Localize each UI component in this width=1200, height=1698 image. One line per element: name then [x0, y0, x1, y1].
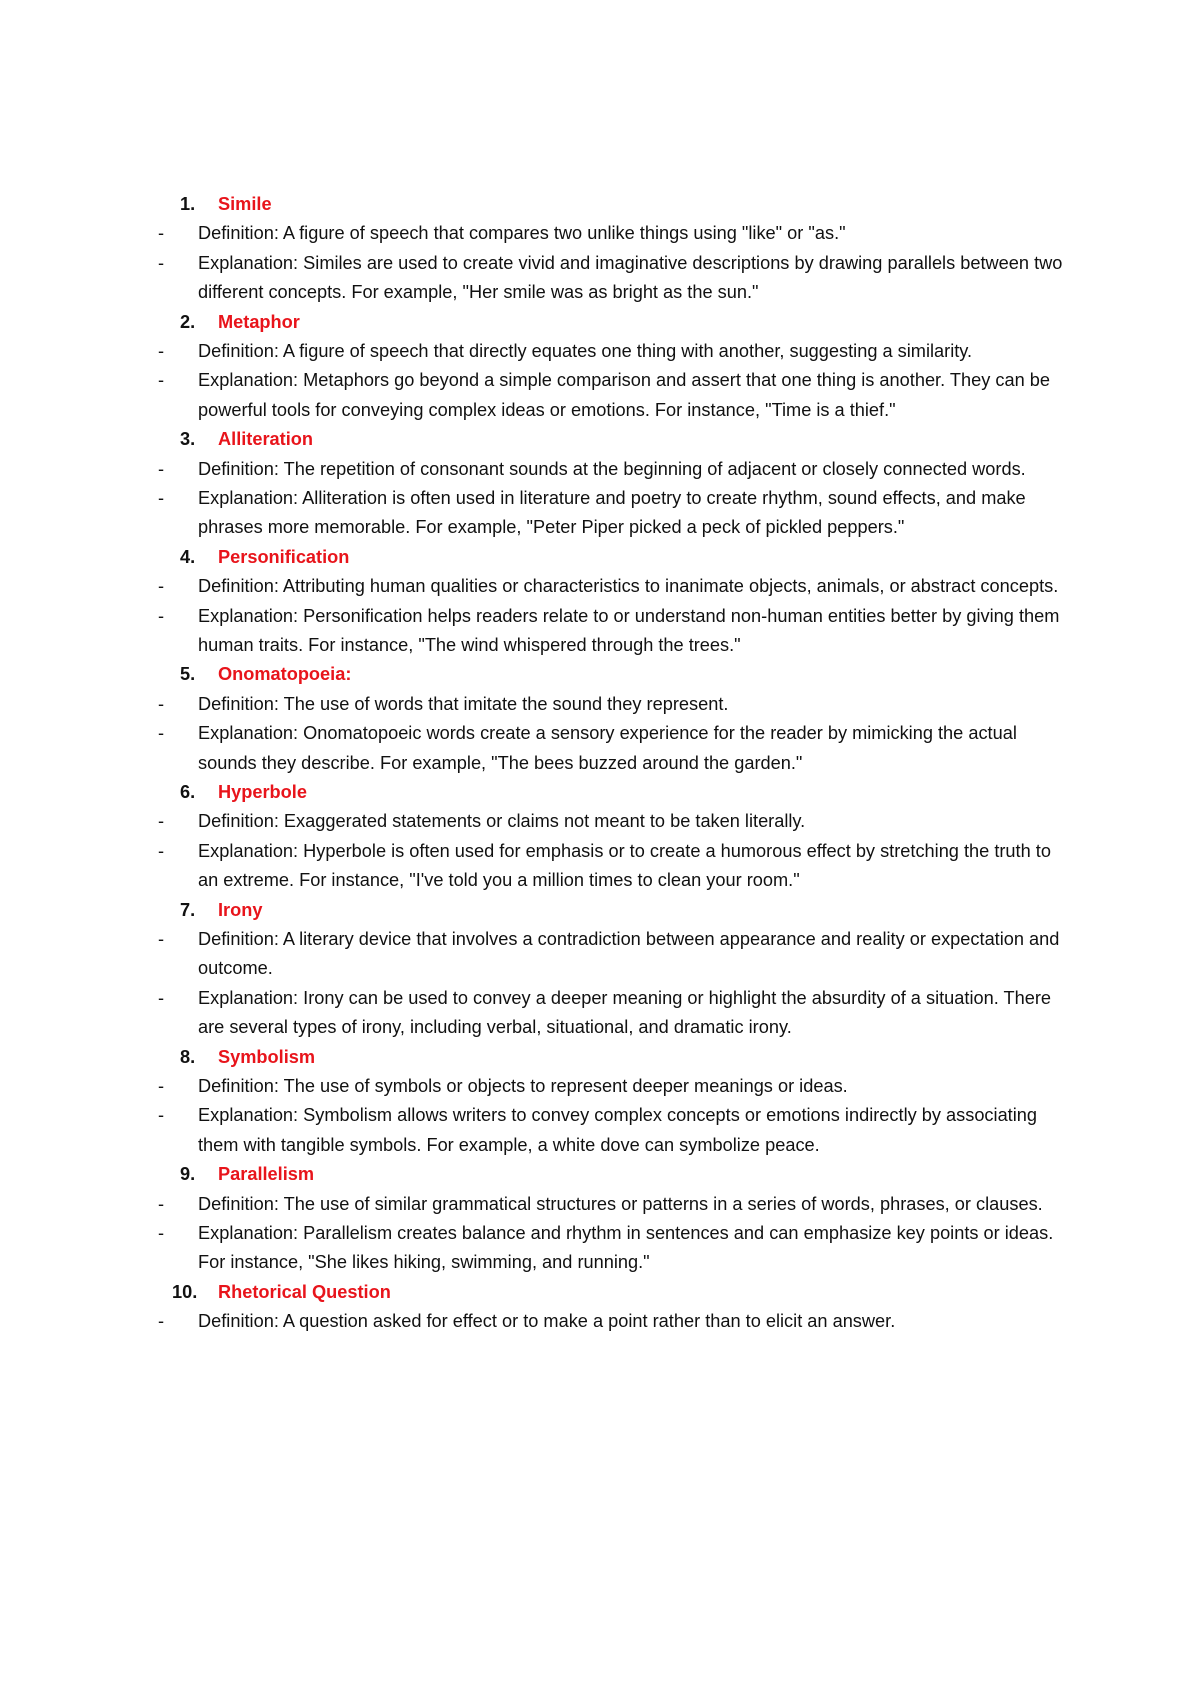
term-title: Irony: [218, 899, 263, 920]
explanation-bullet: [156, 1101, 1066, 1160]
bullet-text: Explanation: Onomatopoeic words create a sensory experience for the reader by mimicking the actual sounds they describe. For example, "The bees buzzed around the garden.": [198, 723, 1017, 773]
dash-marker: -: [158, 811, 165, 832]
term-number: 6.: [180, 782, 196, 803]
term-heading: [156, 778, 1066, 807]
term-title: Alliteration: [218, 429, 313, 450]
explanation-bullet: [156, 719, 1066, 778]
term-title: Simile: [218, 194, 272, 214]
definition-bullet: [156, 1072, 1066, 1101]
bullet-text: Definition: Exaggerated statements or claims not meant to be taken literally.: [198, 811, 806, 832]
term-heading: [156, 660, 1066, 689]
term-title: Parallelism: [218, 1164, 315, 1185]
dash-marker: -: [158, 1223, 165, 1244]
term-number: 10.: [172, 1281, 198, 1302]
bullet-text: Definition: A question asked for effect or to make a point rather than to elicit an answer.: [198, 1311, 896, 1332]
bullet-text: Explanation: Similes are used to create vivid and imaginative descriptions by drawing parallels between two different concepts. For example, "Her smile was as bright as the sun.": [198, 252, 1063, 303]
term-number: 5.: [180, 664, 196, 685]
dash-marker: -: [158, 223, 165, 244]
dash-marker: -: [158, 576, 165, 597]
term-heading: [156, 425, 1066, 454]
bullet-text: Explanation: Personification helps readers relate to or understand non-human entities better by giving them human traits. For instance, "The wind whispered through the trees.": [198, 605, 1060, 656]
bullet-text: Definition: Attributing human qualities or characteristics to inanimate objects, animals, or abstract concepts.: [198, 576, 1059, 597]
bullet-text: Definition: A figure of speech that compares two unlike things using "like" or "as.": [198, 223, 846, 244]
term-heading: [156, 896, 1066, 925]
term-number: 2.: [180, 311, 196, 332]
dash-marker: -: [158, 1105, 165, 1126]
term-heading: [156, 1160, 1066, 1189]
dash-marker: -: [158, 488, 165, 509]
term-number: 8.: [180, 1046, 196, 1067]
bullet-text: Definition: The use of similar grammatical structures or patterns in a series of words, phrases, or clauses.: [198, 1193, 1043, 1214]
bullet-text: Explanation: Alliteration is often used in literature and poetry to create rhythm, sound effects, and make phrases more memorable. For example, "Peter Piper picked a peck of pickled peppers.": [198, 488, 1026, 538]
bullet-text: Definition: A figure of speech that directly equates one thing with another, suggesting a similarity.: [198, 341, 973, 361]
dash-marker: -: [158, 987, 165, 1008]
term-number: 1.: [180, 194, 196, 214]
term-number: 3.: [180, 429, 196, 450]
explanation-bullet: [156, 366, 1066, 425]
dash-marker: -: [158, 1076, 165, 1097]
dash-marker: -: [158, 370, 165, 391]
explanation-bullet: [156, 984, 1066, 1043]
bullet-text: Definition: The use of symbols or objects to represent deeper meanings or ideas.: [198, 1076, 848, 1097]
dash-marker: -: [158, 605, 165, 626]
dash-marker: -: [158, 1311, 165, 1332]
bullet-text: Explanation: Parallelism creates balance and rhythm in sentences and can emphasize key points or ideas. For instance, "She likes hiking, swimming, and running.": [198, 1223, 1054, 1273]
term-number: 4.: [180, 546, 196, 567]
explanation-bullet: [156, 837, 1066, 896]
bullet-text: Explanation: Metaphors go beyond a simple comparison and assert that one thing is another. They can be powerful tools for conveying complex ideas or emotions. For instance, "Time is a thief.": [198, 370, 1050, 420]
bullet-text: Definition: The repetition of consonant sounds at the beginning of adjacent or closely connected words.: [198, 458, 1026, 479]
dash-marker: -: [158, 341, 165, 361]
term-title: Hyperbole: [218, 782, 307, 803]
term-heading: [156, 190, 1066, 219]
term-title: Metaphor: [218, 311, 300, 332]
bullet-text: Explanation: Hyperbole is often used for emphasis or to create a humorous effect by stretching the truth to an extreme. For instance, "I've told you a million times to clean your room.": [198, 840, 1051, 891]
term-number: 7.: [180, 899, 196, 920]
dash-marker: -: [158, 458, 165, 479]
explanation-bullet: [156, 602, 1066, 661]
dash-marker: -: [158, 1193, 165, 1214]
dash-marker: -: [158, 693, 165, 714]
bullet-text: Definition: A literary device that involves a contradiction between appearance and reality or expectation and outcome.: [198, 929, 1060, 979]
term-heading: [156, 543, 1066, 572]
definition-bullet: [156, 219, 1066, 248]
definition-bullet: [156, 807, 1066, 836]
definition-bullet: [156, 455, 1066, 484]
term-title: Onomatopoeia:: [218, 664, 352, 685]
bullet-text: Explanation: Irony can be used to convey a deeper meaning or highlight the absurdity of a situation. There are several types of irony, including verbal, situational, and dramatic irony.: [198, 987, 1052, 1038]
dash-marker: -: [158, 840, 165, 861]
term-title: Symbolism: [218, 1046, 316, 1067]
definition-bullet: [156, 572, 1066, 601]
figures-of-speech-list: [156, 190, 1066, 1337]
bullet-text: Explanation: Symbolism allows writers to convey complex concepts or emotions indirectly by associating them with tangible symbols. For example, a white dove can symbolize peace.: [198, 1105, 1038, 1155]
definition-bullet: [156, 337, 1066, 366]
explanation-bullet: [156, 484, 1066, 543]
dash-marker: -: [158, 252, 165, 273]
dash-marker: -: [158, 929, 165, 950]
definition-bullet: [156, 925, 1066, 984]
term-heading: [156, 1278, 1066, 1307]
term-heading: [156, 308, 1066, 337]
term-number: 9.: [180, 1164, 196, 1185]
term-title: Rhetorical Question: [218, 1281, 391, 1302]
term-title: Personification: [218, 546, 350, 567]
explanation-bullet: [156, 1219, 1066, 1278]
bullet-text: Definition: The use of words that imitate the sound they represent.: [198, 693, 729, 714]
definition-bullet: [156, 1190, 1066, 1219]
definition-bullet: [156, 1307, 1066, 1336]
term-heading: [156, 1043, 1066, 1072]
dash-marker: -: [158, 723, 165, 744]
explanation-bullet: [156, 249, 1066, 308]
definition-bullet: [156, 690, 1066, 719]
